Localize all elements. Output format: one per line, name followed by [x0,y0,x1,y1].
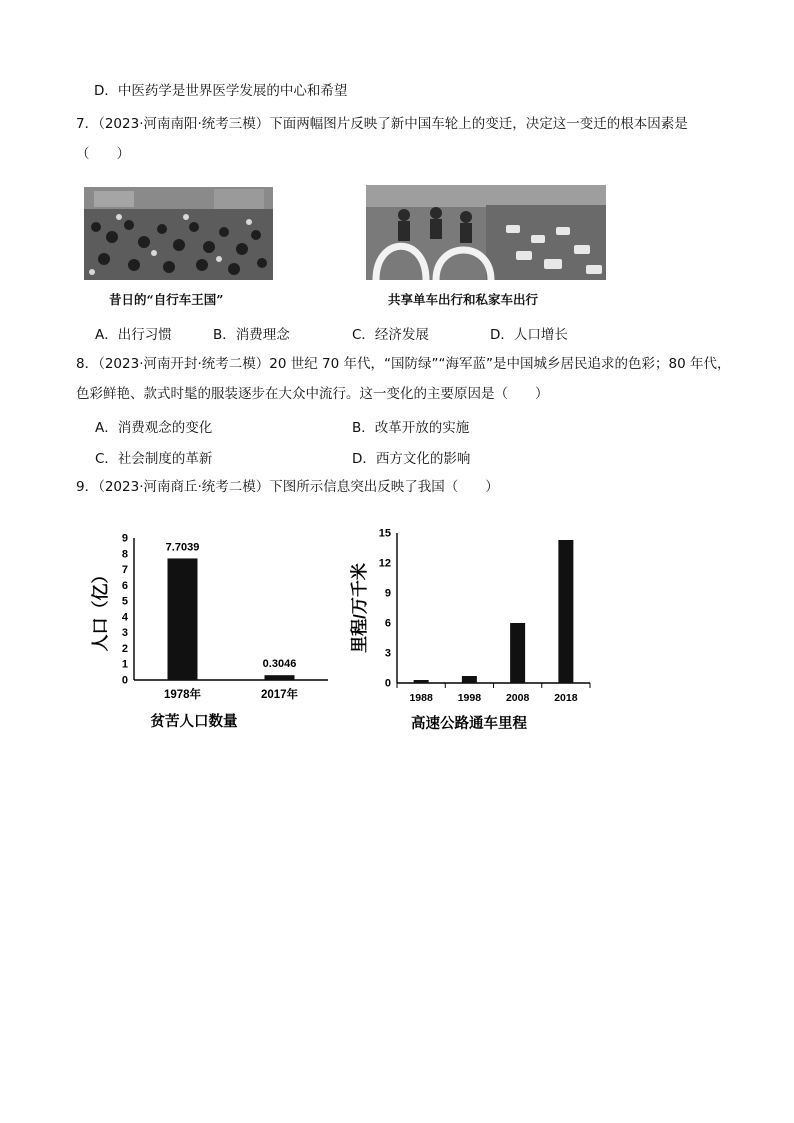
y-tick-label: 6 [121,579,128,592]
bar-1988 [414,680,429,683]
q8-option-b[interactable]: B．改革开放的实施 [352,420,470,436]
data-label: 7.7039 [165,541,200,554]
x-tick-label: 1988 [409,692,433,704]
bar-2018 [558,540,573,683]
x-tick-label: 2018 [554,692,578,704]
y-axis-label: 里程/万千米 [350,563,369,653]
y-tick-label: 9 [121,532,128,545]
bar-2008 [510,623,525,683]
y-tick-label: 2 [121,642,128,655]
data-label: 0.3046 [262,658,297,671]
q7-option-a[interactable]: A．出行习惯 [95,327,172,343]
q7-option-d[interactable]: D．人口增长 [490,327,568,343]
y-tick-label: 5 [121,595,128,608]
q8-option-c[interactable]: C．社会制度的革新 [95,451,213,467]
q8-stem-line2: 色彩鲜艳、款式时髦的服装逐步在大众中流行。这一变化的主要原因是（ ） [76,386,549,402]
bar-1978年 [168,558,198,680]
bar-2017年 [265,675,295,680]
y-tick-label: 9 [384,587,391,600]
y-tick-label: 0 [121,674,128,687]
y-tick-label: 3 [384,647,391,660]
right-photo-caption: 共享单车出行和私家车出行 [388,292,539,307]
shared-bike-traffic-photo [366,185,606,280]
q7-option-c[interactable]: C．经济发展 [352,327,429,343]
y-tick-label: 4 [121,611,128,624]
y-tick-label: 8 [121,548,128,561]
x-tick-label: 2017年 [260,689,299,701]
previous-option-d: D．中医药学是世界医学发展的中心和希望 [94,83,348,99]
q8-stem-line1: 8．（2023·河南开封·统考二模）20 世纪 70 年代，“国防绿”“海军蓝”是中国城乡居民追求的色彩；80 年代， [76,356,731,372]
y-tick-label: 0 [384,677,391,690]
y-tick-label: 3 [121,627,128,640]
q7-option-b[interactable]: B．消费理念 [213,327,290,343]
y-tick-label: 12 [378,557,391,570]
q8-option-a[interactable]: A．消费观念的变化 [95,420,213,436]
x-tick-label: 1998 [457,692,482,704]
highway-mileage-chart [345,520,615,740]
chart-title: 高速公路通车里程 [411,716,527,732]
bar-1998 [462,676,477,683]
q9-stem: 9．（2023·河南商丘·统考二模）下图所示信息突出反映了我国（ ） [76,479,499,495]
q7-stem-line1: 7．（2023·河南南阳·统考三模）下面两幅图片反映了新中国车轮上的变迁，决定这一变迁的根本因素是 [76,116,688,132]
x-tick-label: 2008 [505,692,530,704]
y-tick-label: 1 [121,658,128,671]
bicycle-kingdom-photo [84,187,273,280]
left-photo-caption: 昔日的“自行车王国” [109,292,224,307]
q7-stem-line2: （ ） [76,146,130,162]
poverty-population-chart [80,520,340,740]
y-axis-label: 人口（亿） [91,566,110,652]
q8-option-d[interactable]: D．西方文化的影响 [352,451,471,467]
y-tick-label: 6 [384,617,391,630]
y-tick-label: 7 [121,564,128,577]
x-tick-label: 1978年 [163,689,202,701]
chart-title: 贫苦人口数量 [150,714,238,730]
y-tick-label: 15 [378,527,391,540]
